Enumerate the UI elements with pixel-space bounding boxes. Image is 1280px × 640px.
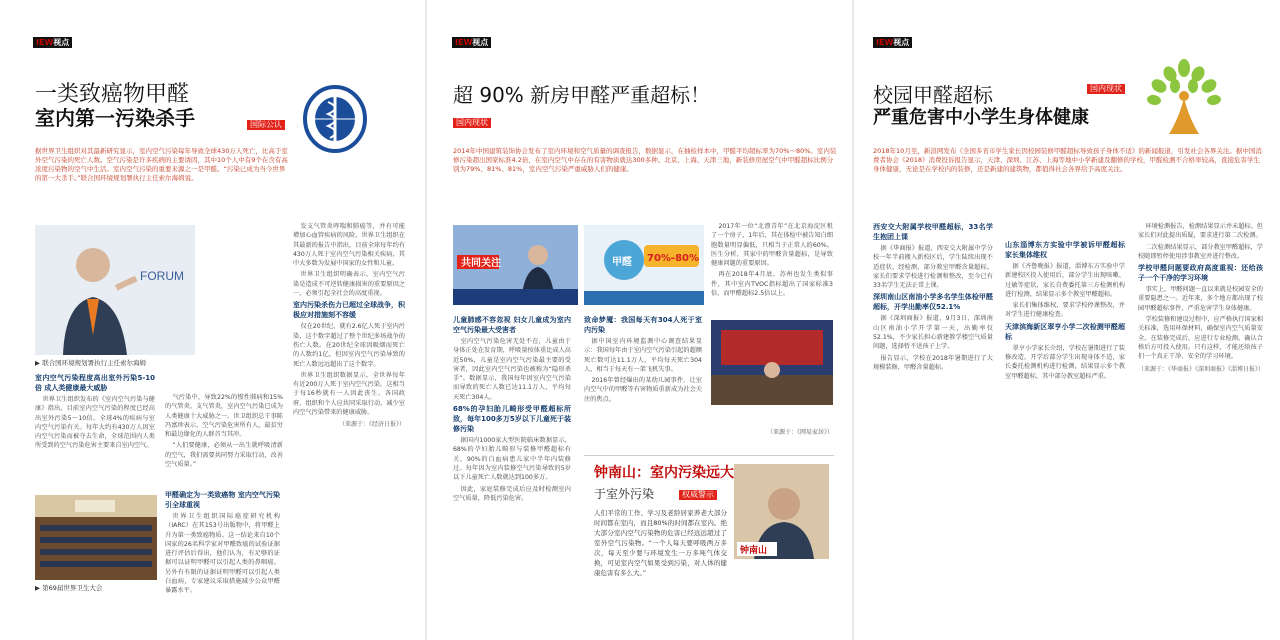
photo-caption: ▶ 联合国环境规划署执行主任索尔海姆 — [35, 359, 147, 367]
page-two — [427, 0, 852, 640]
photo-assembly — [35, 495, 157, 580]
section-tag: IEW视点 — [452, 37, 491, 48]
lede-paragraph: 2014年中国建筑装饰协会发布了室内环境和空气质量的调查报告，数据显示，在抽检样本中，甲醛平均超标率为70%～80%。室内装修污染超出国家标准4.2倍，在室内空气中存在的有害物质就达300多种。北京、上海、天津三地，新装修房屋空气中甲醛超标比例分别为79%、81%、81%，室内空气污染严重威胁人们的健康。 — [453, 147, 837, 173]
lede-paragraph: 据世界卫生组织对其最新研究显示，室内空气污染每年导致全球430万人死亡，比高于室外空气污染的死亡人数。空气污染是许多疾病的主要诱因，其中10个人中有9个在含有高浓度污染物的空气中生活。室内空气污染的重要来源之一是甲醛。“污染已成为当今世界的第一大杀手。”联合国环境规划署执行主任索尔海姆说。 — [35, 147, 288, 182]
column-2: 气污染中，导致22%的慢性肺病和15%的气管炎、支气管炎，室内空气污染已成为人类健康十大威胁之一。世卫组织总干事陈冯富珍表示，空气污染危害所有人，最贫穷和最边缘化的人群首当其冲。 “人们要健康，必须从一出生就呼吸清新的空气，我们需要共同努力采取行动，改善空气质量。” — [165, 394, 283, 469]
column-1: 室内空气污染程度高出室外污染5-10倍 成人类健康最大威胁 世界卫生组织发布的《室内空气污染与健康》指出，目前室内空气污染的程度已经高出室外污染5～10倍。全球4%的疾病与室内空气污染有关。每年大约有430万人因室内空气污染而被夺去生命，全球范围内人类所受到的空气污染危害主要来自室内空气。 — [35, 374, 155, 450]
section-tag: IEW视点 — [33, 37, 72, 48]
page-title-line2: 室内第一污染杀手 — [35, 106, 195, 130]
page-title-line1: 一类致癌物甲醛 — [35, 82, 190, 107]
photo-caption: ▶ 第69届世界卫生大会 — [35, 584, 103, 592]
category-badge: 国际公认 — [247, 120, 285, 130]
page-three — [855, 0, 1280, 640]
source-note: （来源于：《网易家居》） — [766, 429, 833, 436]
category-badge: 国内现状 — [453, 118, 491, 128]
column-3: 发支气管炎哮喘和肺癌等，并有可能增加心血管疾病的风险，世界卫生组织在其最新的报告中指出，目前全球每年约有430万人死于室内空气污染相关疾病，其中大多数为发展中国家的女性和儿童。 世界卫生组织明确表示，室内空气污染是造成不可逆转健康损害的重要原因之一，必须引起全社会的高度重视。 室内污染杀伤力已超过全球战争，积极应对措施刻不容缓 仅在20世纪，就有2.6亿人死于室内污染，这个数字超过了整个世纪多场战争的伤亡人数。在20世纪全球因吸烟而死亡的人数约1亿，但因室内空气污染导致的死亡人数远远超出了这个数字。 世界卫生组织数据显示，全世界每年有近200万人死于室内空气污染，这相当于每16秒就有一人因此丧生。各国政府、组织和个人应共同采取行动，减少室内空气污染带来的健康威胁。 （来源于：《经济日报》） — [293, 223, 405, 429]
column-3: 2017年一位“北漂青年”在北京海淀区租了一个房子，1年后，其在体检中被告知白细胞数量明显偏低，只相当于正常人的60%。医生分析，其家中的甲醛含量超标，是导致健康问题的重要原因。 再在2018年4月底，苏州也发生类似事件，其中室内TVOC指标超出了国家标准3倍，而甲醛超标2.5倍以上。 — [711, 223, 833, 298]
column-1: 西安交大附属学校甲醛超标，33名学生抱团上课 据《华商报》报道，西安交大附属中学分校一年半前搬入新校区后，学生陆续出现不适症状，经检测，部分教室甲醛含量超标。家长们要求学校进行检测和整改，至今已有33名学生无法正常上课。 深圳南山区南油小学多名学生体检甲醛超标，开学出勤率仅52.1% 据《深圳商报》报道，9月3日，深圳南山区南油小学开学第一天，出勤率仅52.1%，不少家长担心新建教学楼空气质量问题，选择暂不送孩子上学。 报告显示，学校在2018年暑期进行了大规模装修，甲醛含量超标。 — [873, 223, 993, 371]
column-2: 山东淄博东方实验中学被诉甲醛超标 家长集体维权 据《齐鲁晚报》报道，淄博东方实验中学新建校区投入使用后，部分学生出现咳嗽、过敏等症状，家长自费委托第三方检测机构进行检测，结果显示多个教室甲醛超标。 家长们集体维权，要求学校停课整改，并对学生进行健康检查。 天津滨海新区翠亨小学二次检测甲醛超标 翠亨小学家长介绍，学校在暑期进行了装修改造，开学后部分学生出现身体不适，家长委托检测机构进行检测，结果显示多个教室甲醛超标，其中部分教室超标严重。 — [1005, 241, 1125, 380]
page-gutter — [852, 0, 854, 640]
news-screenshot — [453, 225, 578, 305]
column-1b: 甲醛确定为一类致癌物 室内空气污染引全球重视 世界卫生组织国际癌症研究机构（IARC）在其153号出版物中，将甲醛上升为第一类致癌物质。这一结论来自10个国家的26名科学家对甲醛致癌的试验证据进行评估后得出，他们认为，有足够的证据可以证明甲醛可以引起人类的鼻咽癌。另外有有限的证据证明甲醛可以引起人类白血病，专家建议采取措施减少公众甲醛暴露水平。 — [165, 491, 280, 595]
quote-text: 人们平常的工作、学习及老龄居家养老大部分时间都在室内，而且80%的时间都在室内。绝大部分室内空气污染物的危害已经远远超过了室外空气污染物。“一个人每天要呼吸两万多次，每天至少要与环境发生一万多吨气体交换，可见室内空气如果受到污染，对人体的健康危害有多么大。” — [594, 509, 727, 577]
photo-zhong — [734, 464, 829, 559]
page-title-line1: 校园甲醛超标 — [873, 83, 993, 107]
info-value: 70%-80% — [647, 253, 700, 264]
quote-title: 钟南山：室内污染远大 — [594, 465, 734, 481]
column-1: 儿童肺感不容忽视 妇女儿童成为室内空气污染最大受害者 室内空气污染危害无处不在，儿童由于身体正处在发育期，呼吸量按体重比成人高近50%，儿童是室内空气污染最主要的受害者，因此室内空气污染也被称为“隐形杀手”。数据显示，我国每年因室内空气污染而导致的死亡人数已达11.1万人，平均每天死亡304人。 68%的孕妇胎儿畸形受甲醛超标所致，每年100多万5岁以下儿童死于装修污染 据国内1000家大型医院临床数据显示，68%的孕妇胎儿畸形与装修甲醛超标有关，90%的白血病患儿家中半年内装修过。每年因为室内装修空气污染导致的5岁以下儿童死亡人数就达到100多万。 因此，家庭装修完成后应及时检测室内空气质量，降低污染危害。 — [453, 316, 571, 502]
section-tag: IEW视点 — [873, 37, 912, 48]
zhong-name: 钟南山 — [740, 546, 768, 556]
category-badge: 国内现状 — [1087, 84, 1125, 94]
info-graphic — [584, 225, 704, 305]
info-word: 甲醛 — [612, 257, 632, 268]
source-note: （来源于：《经济日报》） — [338, 421, 405, 429]
news-caption: 共同关注 — [461, 258, 501, 269]
page-one — [0, 0, 425, 640]
column-2: 致命梦魇：我国每天有304人死于室内污染 据中国室内环境监测中心调查结果显示：我国每年由于室内空气污染引起的超额死亡数可达11.1万人，平均每天死亡304人，相当于每天有一架飞机失事。 2016年曾经爆出的某幼儿园事件，让室内空气中的甲醛等有害物质重新成为社会关注的焦点。 — [584, 316, 702, 403]
column-3-source — [711, 425, 833, 437]
photo-speaker — [35, 225, 195, 355]
svg-text:FORUM: FORUM — [140, 269, 184, 283]
quote-box — [584, 455, 834, 596]
photo-conference — [711, 320, 833, 405]
tree-logo — [1145, 58, 1223, 140]
lede-paragraph: 2018年10月至，新浪网发布《全国多省市学生家长因校园装修甲醛超标导致孩子身体不适》的新闻报道，引发社会各界关注。据中国消费者协会《2018》消费投诉报告显示，天津、深圳、江苏、上海等地中小学新建及翻修的学校，甲醛检测不合格率较高，直接危害学生身体健康，无论是在学校内的装修，还是新建的建筑物，都值得社会各界给予高度关注。 — [873, 147, 1262, 173]
page-title: 超 90% 新房甲醛严重超标！ — [453, 83, 711, 107]
quote-subtitle: 于室外污染 — [594, 487, 655, 501]
source-note: （来源于：《华商报》《深圳商报》《淄博日报》） — [1138, 365, 1265, 373]
column-3: 环境检测报告，检测结果显示并未超标。但家长们对此提出质疑，要求进行第二次检测。 二次检测结果显示，部分教室甲醛超标，学校随即暂停使用涉事教室并进行整改。 学校甲醛问题要政府高度重视：还给孩子一个干净的学习环境 事实上，甲醛问题一直以来就是校园安全的重要隐患之一。近年来，多个地方都出现了校园甲醛超标事件，严重危害学生身体健康。 学校装修和建设过程中，应严格执行国家相关标准，选用环保材料，确保室内空气质量安全。在装修完成后，应进行专业检测，确认合格后方可投入使用。只有这样，才能还给孩子们一个真正干净、安全的学习环境。 （来源于：《华商报》《深圳商报》《淄博日报》） — [1138, 223, 1265, 373]
who-logo — [300, 82, 370, 156]
quote-badge: 权威警示 — [679, 490, 717, 500]
page-title-line2: 严重危害中小学生身体健康 — [873, 107, 1089, 128]
